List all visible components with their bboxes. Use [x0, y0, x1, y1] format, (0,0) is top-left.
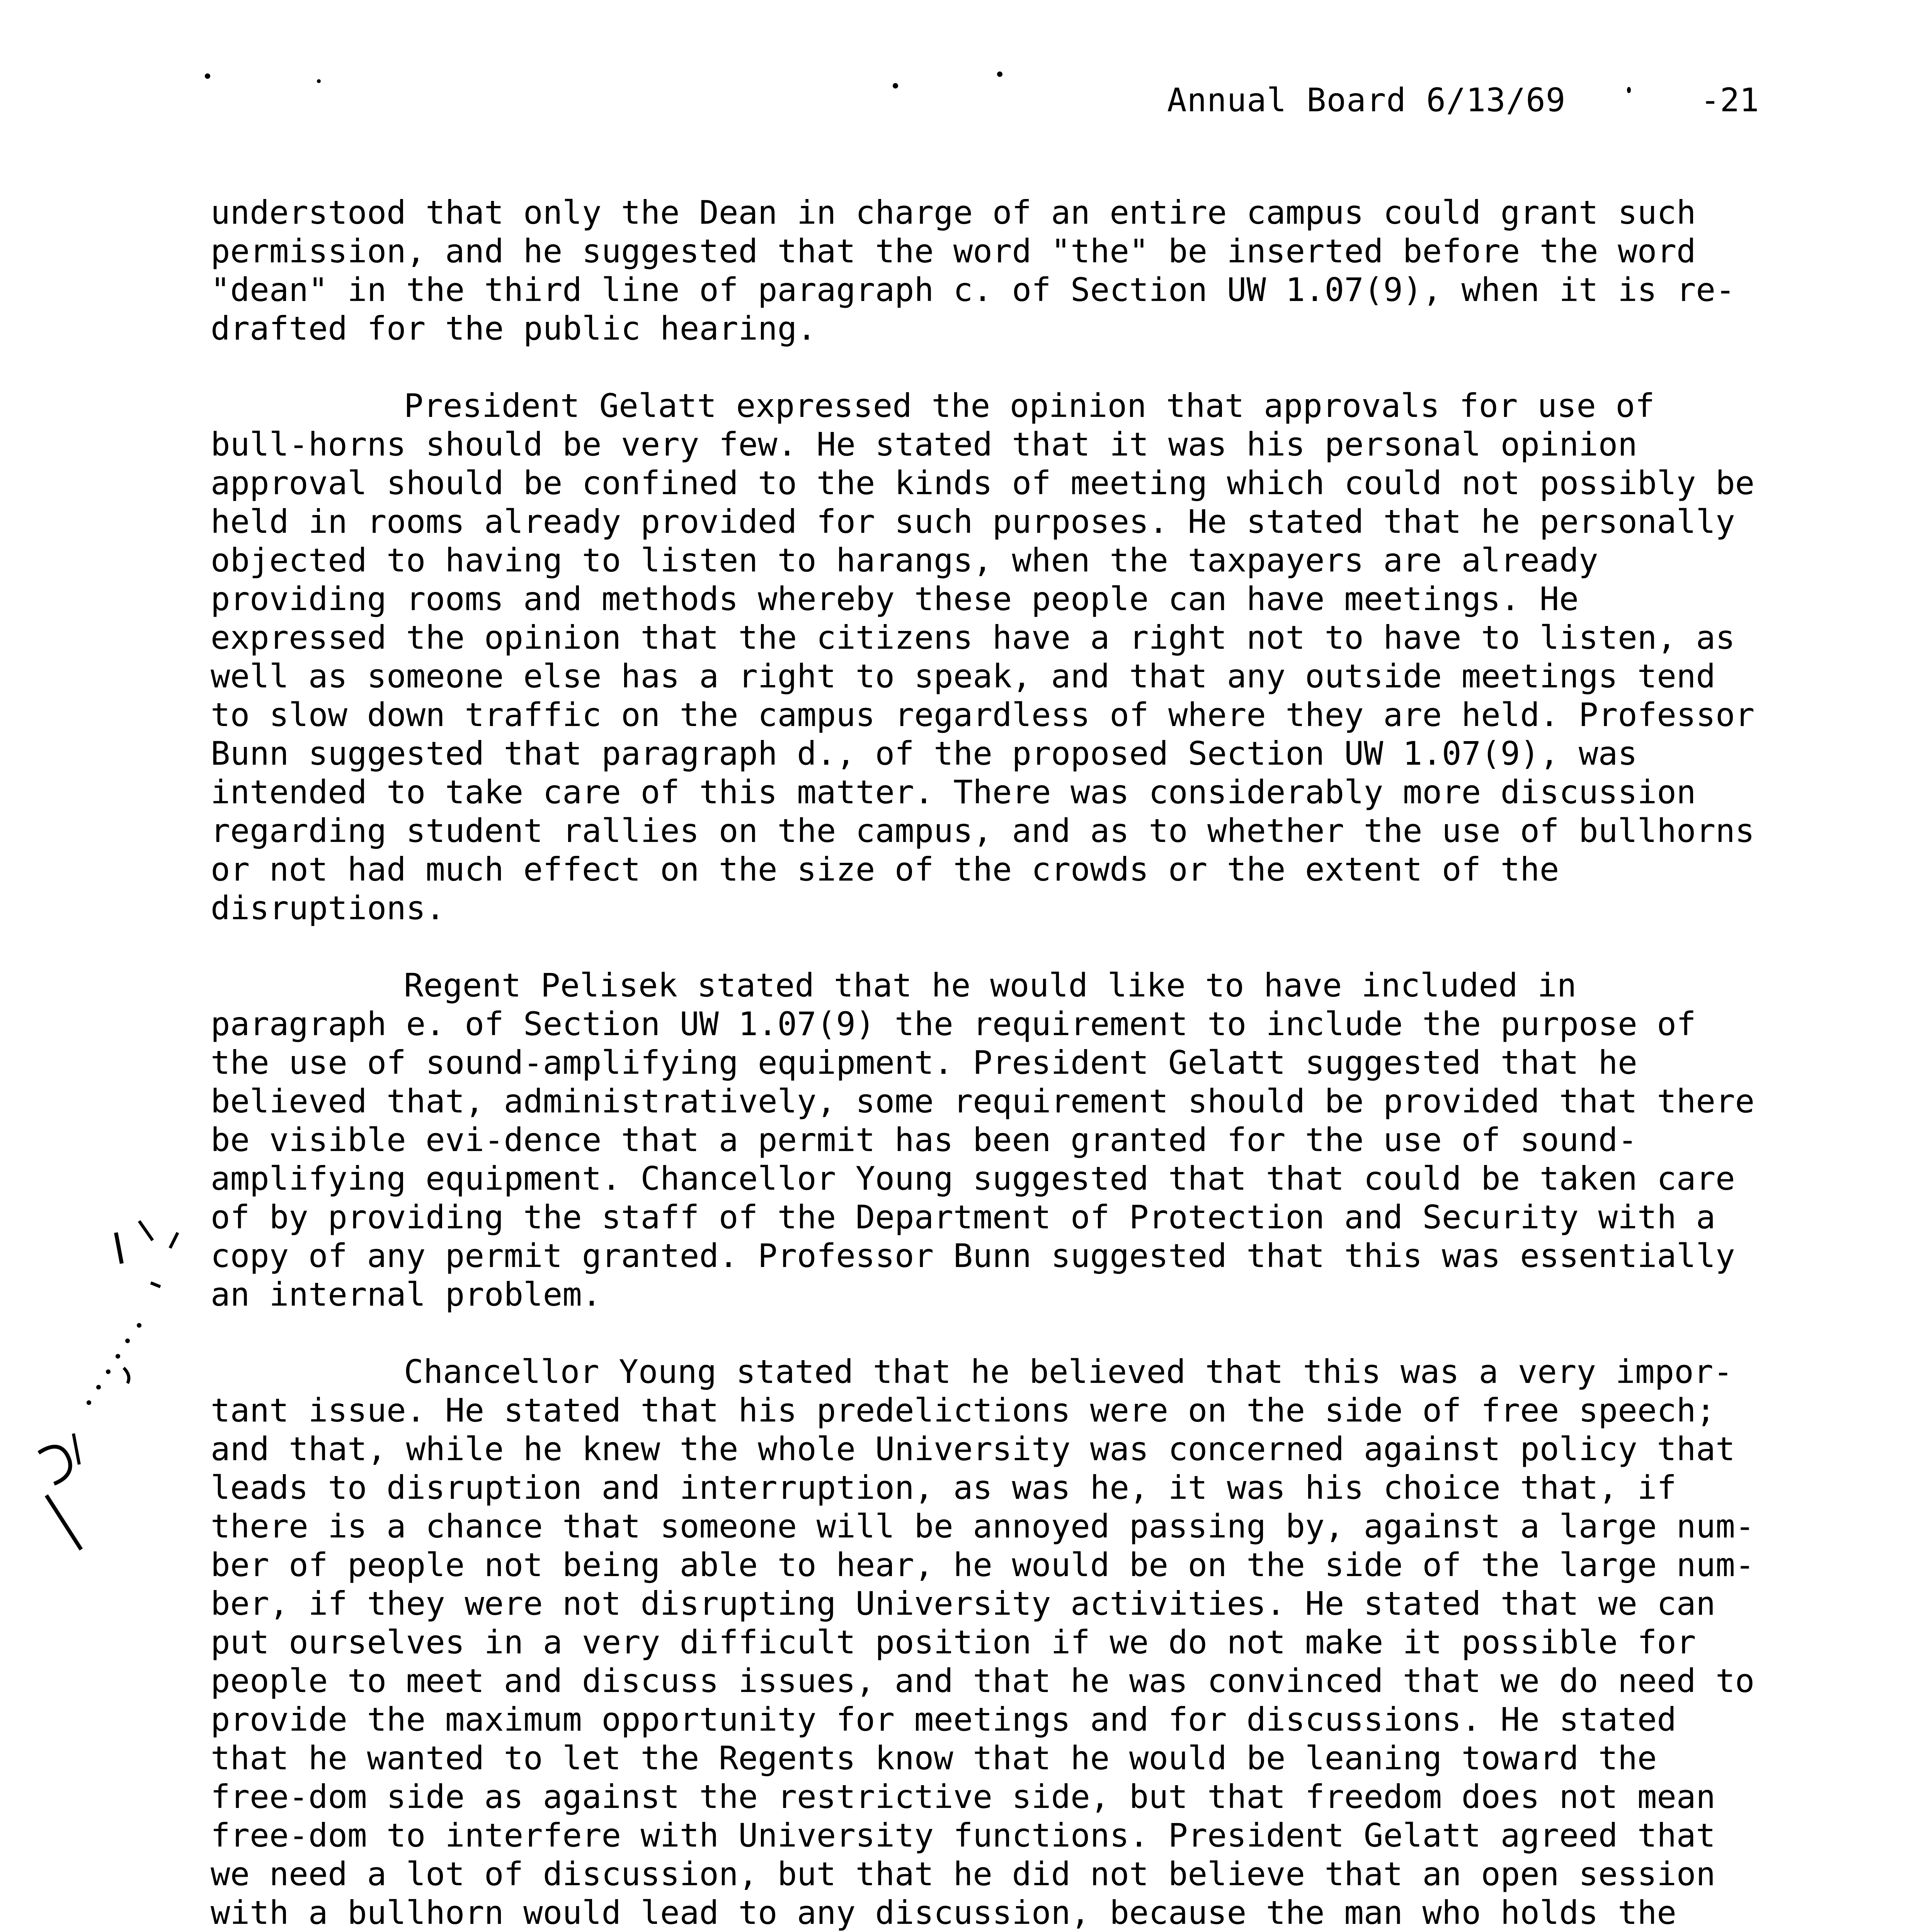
scan-speck — [1627, 87, 1631, 93]
paragraph: Regent Pelisek stated that he would like to have included in paragraph e. of Section UW 1.07(9) the requirement to include the purpose of the use of sound-amplifying equipment. President Gelatt suggested that he believed that, administratively, some requirement should be provided that there be visible evi-dence that a permit has been granted for the use of sound-amplifying equipment. Chancellor Young suggested that that could be taken care of by providing the staff of the Department of Protection and Security with a copy of any permit granted. Professor Bunn suggested that this was essentially an internal problem. — [211, 966, 1755, 1313]
scan-speck — [317, 79, 321, 83]
paragraph: President Gelatt expressed the opinion that approvals for use of bull-horns should be very few. He stated that it was his personal opinion approval should be confined to the kinds of meeting which could not possibly be held in rooms already provided for such purposes. He stated that he personally objected to having to listen to harangs, when the taxpayers are already providing rooms and methods whereby these people can have meetings. He expressed the opinion that the citizens have a right not to have to listen, as well as someone else has a right to speak, and that any outside meetings tend to slow down traffic on the campus regardless of where they are held. Professor Bunn suggested that paragraph d., of the proposed Section UW 1.07(9), was intended to take care of this matter. There was considerably more discussion regarding student rallies on the campus, and as to whether the use of bullhorns or not had much effect on the size of the crowds or the extent of the disruptions. — [211, 387, 1755, 927]
scan-speck — [893, 83, 898, 88]
paragraph: Chancellor Young stated that he believed that this was a very impor-tant issue. He stated that his predelictions were on the side of free speech; and that, while he knew the whole University was concerned against policy that leads to disruption and interruption, as was he, it was his choice that, if there is a chance that someone will be annoyed passing by, against a large num-ber of people not being able to hear, he would be on the side of the large num-ber, if they were not disrupting University activities. He stated that we can put ourselves in a very difficult position if we do not make it possible for people to meet and discuss issues, and that he was convinced that we do need to provide the maximum opportunity for meetings and for discussions. He stated that he wanted to let the Regents know that he would be leaning toward the free-dom side as against the restrictive side, but that freedom does not mean free-dom to interfere with University functions. President Gelatt agreed that we need a lot of discussion, but that he did not believe that an open session with a bullhorn would lead to any discussion, because the man who holds the — [211, 1353, 1755, 1932]
header-page-number: -21 — [1700, 81, 1759, 119]
header-title: Annual Board 6/13/69 — [1167, 81, 1566, 119]
scan-speck — [997, 71, 1002, 77]
scan-speck — [205, 73, 210, 79]
paragraph: understood that only the Dean in charge of an entire campus could grant such permission, and he suggested that the word "the" be inserted before the word "dean" in the third line of paragraph c. of Section UW 1.07(9), when it is re-drafted for the public hearing. — [211, 194, 1735, 347]
body-text — [211, 193, 1756, 1932]
handwritten-margin-mark — [23, 1217, 193, 1565]
